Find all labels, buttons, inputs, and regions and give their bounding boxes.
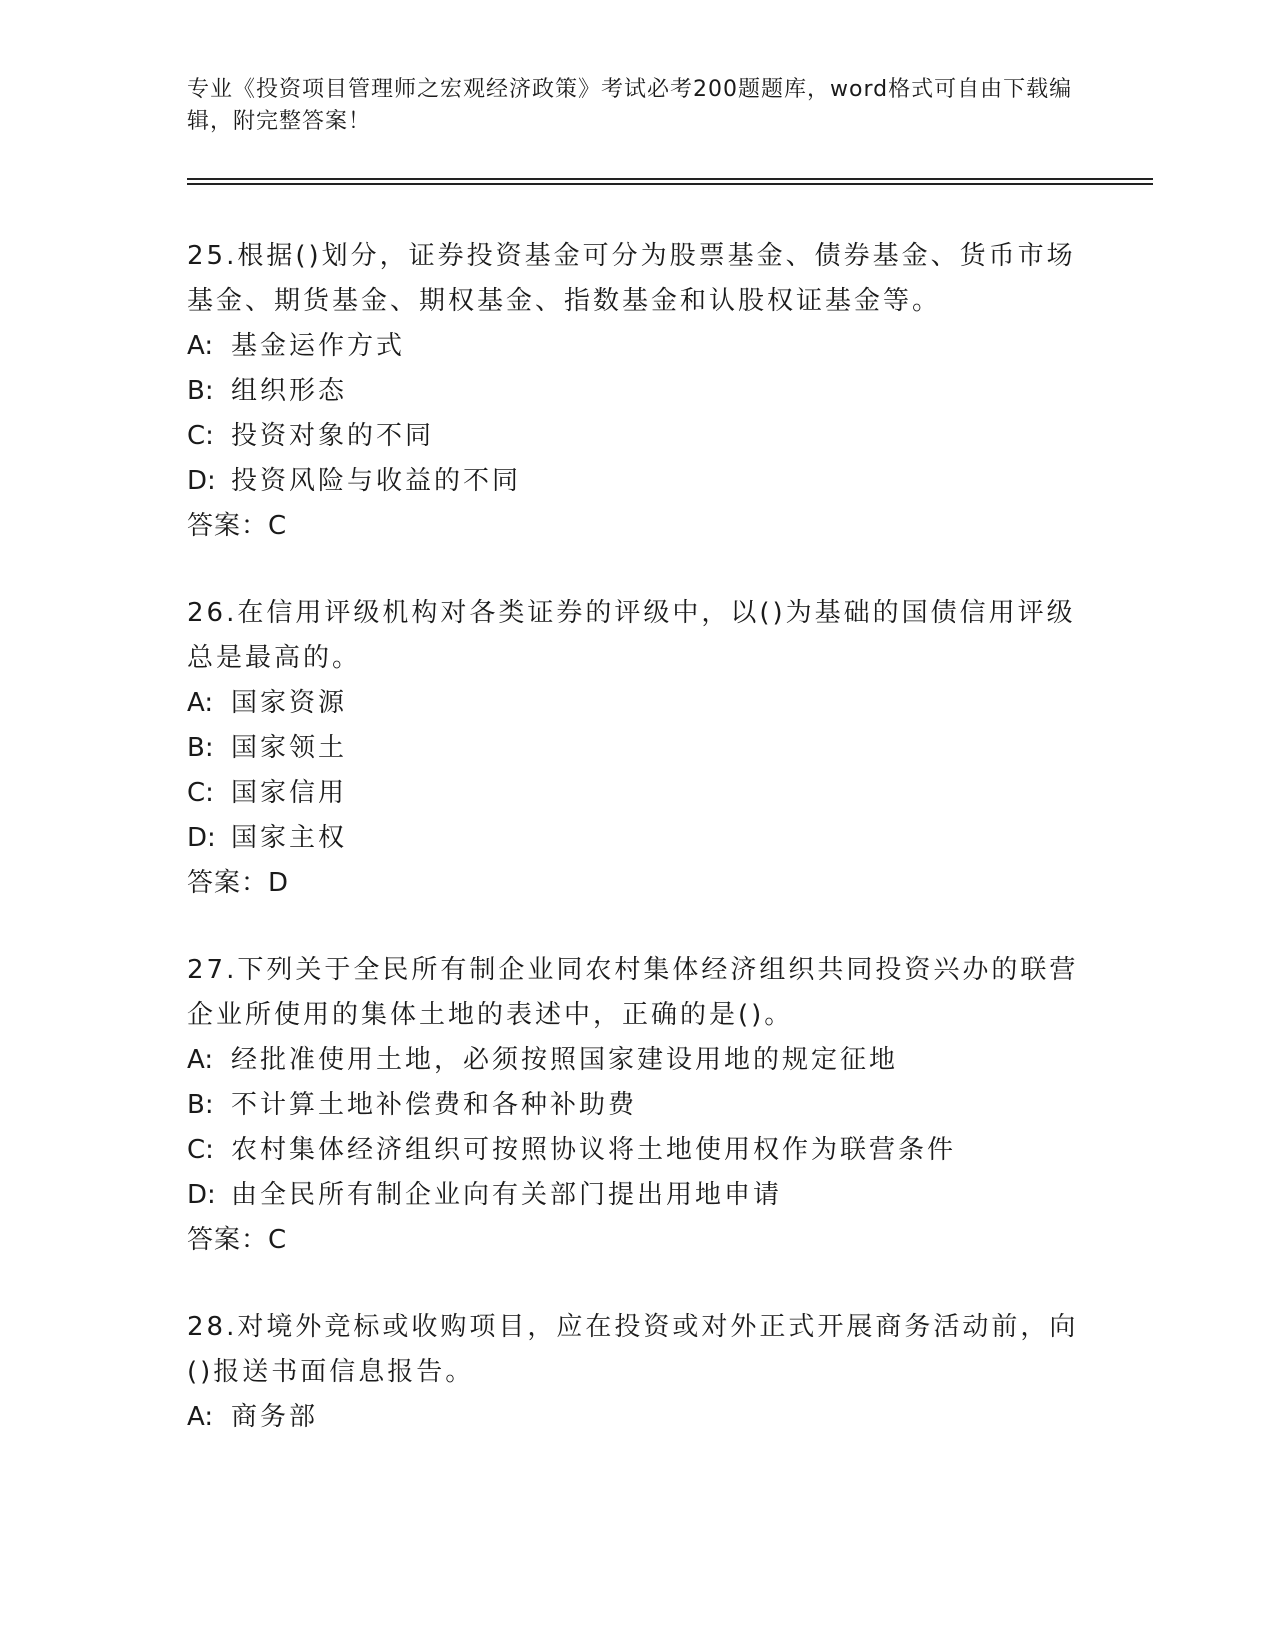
option-b [187, 369, 1087, 414]
question-stem: 25.根据()划分，证券投资基金可分为股票基金、债券基金、货币市场基金、期货基金、期权基金、指数基金和认股权证基金等。 [187, 241, 1076, 316]
option-a [187, 324, 1087, 369]
option-text: 组织形态 [231, 376, 348, 406]
option-d [187, 1173, 1087, 1218]
option-d [187, 816, 1087, 861]
option-a [187, 681, 1087, 726]
question-26 [187, 591, 1087, 906]
option-label: A: [187, 688, 214, 718]
option-text: 商务部 [231, 1402, 319, 1432]
option-c [187, 1128, 1087, 1173]
option-label: D: [187, 823, 216, 853]
option-label: A: [187, 331, 214, 361]
option-label: C: [187, 778, 214, 808]
document-header: 专业《投资项目管理师之宏观经济政策》考试必考200题题库，word格式可自由下载编辑，附完整答案！ [187, 77, 1073, 134]
option-text: 基金运作方式 [231, 331, 406, 361]
option-text: 农村集体经济组织可按照协议将土地使用权作为联营条件 [231, 1135, 957, 1165]
header-divider-bottom [187, 183, 1153, 185]
option-text: 不计算土地补偿费和各种补助费 [231, 1090, 638, 1120]
option-text: 国家领土 [231, 733, 348, 763]
question-25 [187, 234, 1087, 549]
question-stem: 26.在信用评级机构对各类证券的评级中，以()为基础的国债信用评级总是最高的。 [187, 598, 1076, 673]
option-c [187, 414, 1087, 459]
option-label: B: [187, 1090, 214, 1120]
question-list [187, 234, 1087, 1482]
option-c [187, 771, 1087, 816]
option-label: C: [187, 1135, 214, 1165]
option-label: D: [187, 466, 216, 496]
option-text: 经批准使用土地，必须按照国家建设用地的规定征地 [231, 1045, 899, 1075]
option-text: 国家信用 [231, 778, 348, 808]
question-27 [187, 948, 1087, 1263]
option-b [187, 1083, 1087, 1128]
option-text: 投资风险与收益的不同 [231, 466, 522, 496]
header-divider-top [187, 178, 1153, 180]
option-text: 国家资源 [231, 688, 348, 718]
option-a [187, 1395, 1087, 1440]
answer: 答案：C [187, 1225, 288, 1255]
option-text: 国家主权 [231, 823, 348, 853]
answer: 答案：D [187, 868, 290, 898]
option-label: B: [187, 376, 214, 406]
option-label: C: [187, 421, 214, 451]
option-b [187, 726, 1087, 771]
option-label: A: [187, 1402, 214, 1432]
option-label: B: [187, 733, 214, 763]
question-stem: 27.下列关于全民所有制企业同农村集体经济组织共同投资兴办的联营企业所使用的集体土地的表述中，正确的是()。 [187, 955, 1079, 1030]
option-a [187, 1038, 1087, 1083]
option-label: D: [187, 1180, 216, 1210]
question-stem: 28.对境外竞标或收购项目，应在投资或对外正式开展商务活动前，向()报送书面信息报告。 [187, 1312, 1079, 1387]
option-text: 投资对象的不同 [231, 421, 435, 451]
option-text: 由全民所有制企业向有关部门提出用地申请 [231, 1180, 783, 1210]
option-label: A: [187, 1045, 214, 1075]
question-28 [187, 1305, 1087, 1440]
answer: 答案：C [187, 511, 288, 541]
option-d [187, 459, 1087, 504]
